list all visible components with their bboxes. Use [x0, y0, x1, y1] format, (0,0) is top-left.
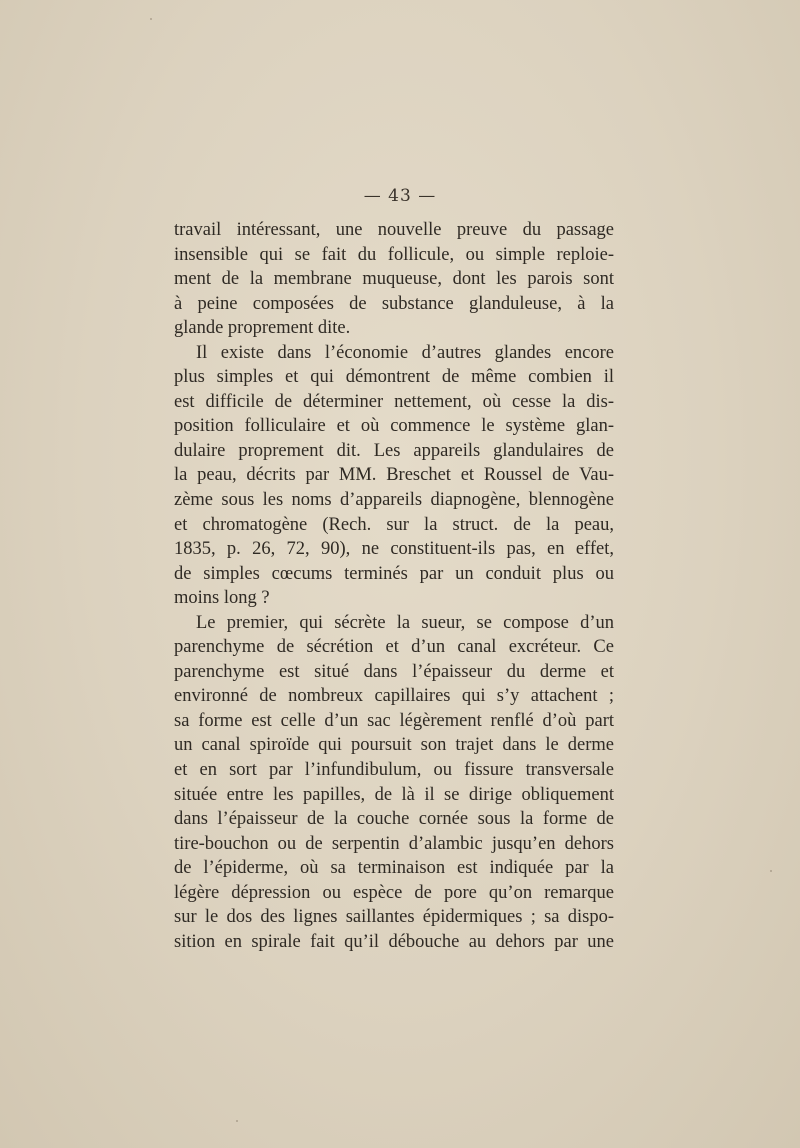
text-line: dulaire proprement dit. Les appareils glandulaires de — [174, 440, 614, 461]
text-line: et en sort par l’infundibulum, ou fissure transversale — [174, 760, 614, 781]
text-line: dans l’épaisseur de la couche cornée sous la forme de — [174, 809, 614, 830]
body-text — [174, 218, 614, 954]
text-line: sition en spirale fait qu’il débouche au dehors par une — [174, 931, 614, 952]
text-line: ment de la membrane muqueuse, dont les parois sont — [174, 269, 614, 290]
text-line: 1835, p. 26, 72, 90), ne constituent-ils pas, en effet, — [174, 539, 614, 560]
text-line: parenchyme est situé dans l’épaisseur du derme et — [174, 661, 614, 682]
text-line: sur le dos des lignes saillantes épidermiques ; sa dispo- — [174, 907, 614, 928]
text-line: de l’épiderme, où sa terminaison est indiquée par la — [174, 858, 614, 879]
text-line: est difficile de déterminer nettement, où cesse la dis- — [174, 391, 614, 412]
text-line: un canal spiroïde qui poursuit son trajet dans le derme — [174, 735, 614, 756]
text-line: plus simples et qui démontrent de même combien il — [174, 367, 614, 388]
paper-speck — [236, 1120, 238, 1122]
page-number: — 43 — — [363, 186, 437, 206]
text-line: de simples cœcums terminés par un conduit plus ou — [174, 563, 614, 584]
text-line: Le premier, qui sécrète la sueur, se compose d’un — [196, 612, 614, 633]
text-line: située entre les papilles, de là il se dirige obliquement — [174, 784, 614, 805]
text-line: environné de nombreux capillaires qui s’y attachent ; — [174, 686, 614, 707]
text-line: zème sous les noms d’appareils diapnogène, blennogène — [174, 490, 614, 511]
text-line: sa forme est celle d’un sac légèrement renflé d’où part — [174, 710, 614, 731]
paper-speck — [150, 18, 152, 20]
text-line: à peine composées de substance glanduleuse, à la — [174, 293, 614, 314]
text-line: Il existe dans l’économie d’autres glandes encore — [196, 342, 614, 363]
text-line: la peau, décrits par MM. Breschet et Roussel de Vau- — [174, 465, 614, 486]
text-line: position folliculaire et où commence le système glan- — [174, 416, 614, 437]
text-line: parenchyme de sécrétion et d’un canal excréteur. Ce — [174, 637, 614, 658]
text-line: glande proprement dite. — [174, 318, 351, 339]
paper-speck — [770, 870, 772, 872]
text-line: et chromatogène (Rech. sur la struct. de la peau, — [174, 514, 614, 535]
text-line: travail intéressant, une nouvelle preuve du passage — [174, 220, 614, 240]
text-line: moins long ? — [174, 588, 270, 609]
text-line: légère dépression ou espèce de pore qu’on remarque — [174, 882, 614, 903]
text-line: insensible qui se fait du follicule, ou simple reploie- — [174, 244, 614, 265]
text-line: tire-bouchon ou de serpentin d’alambic jusqu’en dehors — [174, 833, 614, 854]
